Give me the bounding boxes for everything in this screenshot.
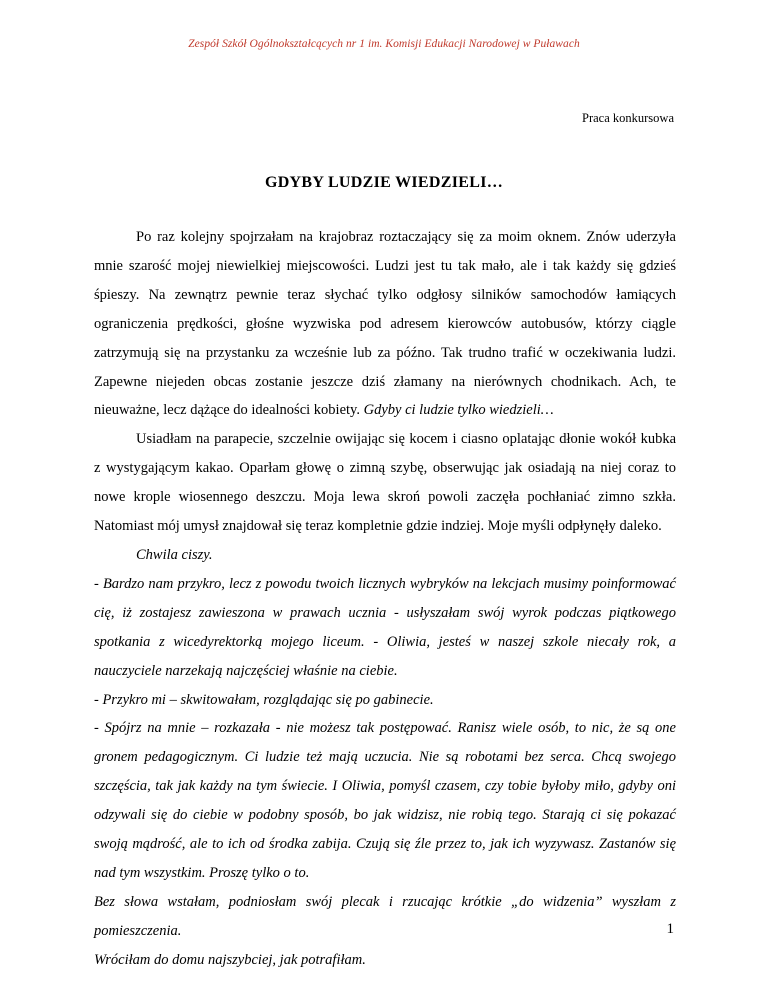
page-title: GDYBY LUDZIE WIEDZIELI…	[264, 174, 504, 191]
page-number: 1	[666, 921, 674, 937]
narration-paragraph-1: Bez słowa wstałam, podniosłam swój plecak i rzucając krótkie „do widzenia” wyszłam z pomieszczenia.	[94, 893, 676, 939]
dialogue-paragraph-1: - Bardzo nam przykro, lecz z powodu twoich licznych wybryków na lekcjach musimy poinformować cię, iż zostajesz zawieszona w prawach ucznia - usłyszałam swój wyrok podczas piątkowego spotkania z wicedyrektorką mojego liceum. - Oliwia, jesteś w naszej szkole niecały rok, a nauczyciele narzekają najczęściej właśnie na ciebie.	[94, 575, 676, 679]
paragraph-2: Usiadłam na parapecie, szczelnie owijając się kocem i ciasno oplatając dłonie wokół kubka z wystygającym kakao. Oparłam głowę o zimną szybę, obserwując jak osiadają na niej coraz to nowe krople wiosennego deszczu. Moja lewa skroń powoli zaczęła pochłaniać zimno szkła. Natomiast mój umysł znajdował się teraz kompletnie gdzie indziej. Moje myśli odpłynęły daleko.	[94, 431, 676, 535]
essay-body	[94, 223, 676, 975]
document-type-label: Praca konkursowa	[582, 111, 674, 125]
dialogue-paragraph-2: - Przykro mi – skwitowałam, rozglądając się po gabinecie.	[94, 691, 434, 708]
paragraph-1-text: Po raz kolejny spojrzałam na krajobraz roztaczający się za moim oknem. Znów uderzyła mnie szarość mojej niewielkiej miejscowości. Ludzi jest tu tak mało, ale i tak każdy się gdzieś śpieszy. Na zewnątrz pewnie teraz słychać tylko odgłosy silników samochodów łamiących ograniczenia prędkości, głośne wyzwiska pod adresem kierowców autobusów, którzy ciągle zatrzymują się na przystanku za wcześnie lub za późno. Tak trudno trafić w oczekiwania ludzi. Zapewne niejeden obcas zostanie jeszcze dziś złamany na nierównych chodnikach. Ach, te nieuważne, lecz dążące do idealności kobiety.	[94, 229, 676, 419]
paragraph-3: Chwila ciszy.	[136, 546, 213, 563]
school-header: Zespół Szkół Ogólnokształcących nr 1 im. Komisji Edukacji Narodowej w Puławach	[188, 38, 580, 50]
narration-paragraph-2: Wróciłam do domu najszybciej, jak potrafiłam.	[94, 951, 366, 968]
paragraph-1	[94, 223, 676, 425]
paragraph-1-italic-text: Gdyby ci ludzie tylko wiedzieli…	[363, 402, 554, 419]
dialogue-paragraph-3: - Spójrz na mnie – rozkazała - nie możesz tak postępować. Ranisz wiele osób, to nic, że są one gronem pedagogicznym. Ci ludzie też mają uczucia. Nie są robotami bez serca. Chcą swojego szczęścia, tak jak każdy na tym świecie. I Oliwia, pomyśl czasem, czy tobie byłoby miło, gdyby oni odzywali się do ciebie w podobny sposób, bo jak widzisz, nie robią tego. Starają ci się pokazać swoją mądrość, ale to ich od środka zabija. Czują się źle przez to, jak ich wyzywasz. Zastanów się nad tym wszystkim. Proszę tylko o to.	[94, 720, 676, 881]
